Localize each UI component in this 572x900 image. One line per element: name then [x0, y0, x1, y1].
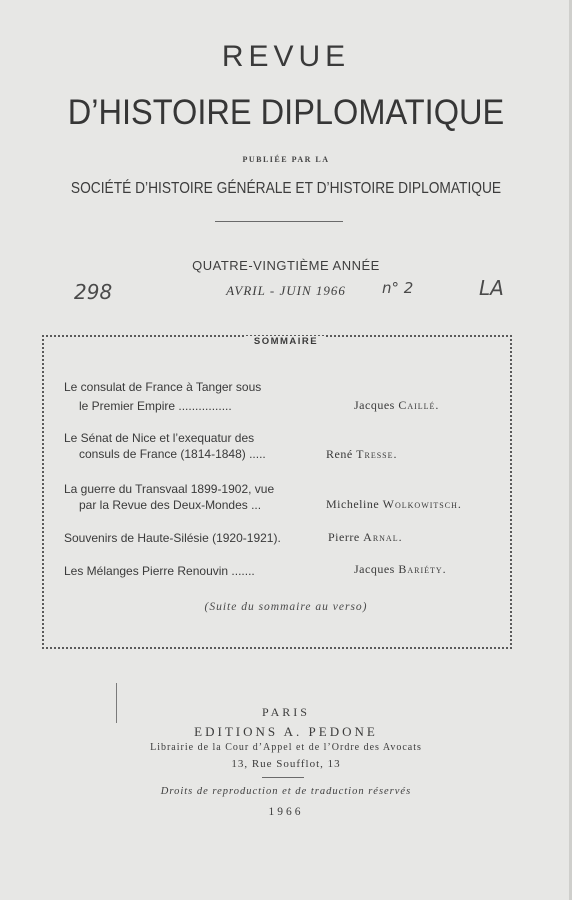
toc-entry-4-title: Souvenirs de Haute-Silésie (1920-1921). — [64, 531, 281, 545]
toc-entry-2-author — [326, 447, 398, 462]
toc-entry-4-author-first: Pierre — [328, 530, 360, 544]
title-journal-name: D’HISTOIRE DIPLOMATIQUE — [67, 93, 505, 132]
toc-entry-1-title-line1: Le consulat de France à Tanger sous — [64, 380, 262, 394]
publisher-address: 13, Rue Soufflot, 13 — [231, 758, 341, 770]
summary-heading-text: SOMMAIRE — [246, 336, 326, 347]
publisher-city: PARIS — [262, 705, 310, 719]
handwritten-number: 298 — [74, 280, 113, 304]
toc-entry-4-author — [328, 530, 403, 545]
publisher-description: Librairie de la Cour d’Appel et de l’Ordre des Avocats — [150, 742, 422, 753]
summary-continued-note: (Suite du sommaire au verso) — [204, 601, 368, 613]
toc-entry-2-title-line1: Le Sénat de Nice et l’exequatur des — [64, 431, 255, 445]
published-by-label: PUBLIÉE PAR LA — [242, 155, 330, 164]
title-revue: REVUE — [221, 40, 351, 73]
toc-entry-1-author-first: Jacques — [354, 398, 395, 412]
handwritten-issue-number: n° 2 — [382, 279, 414, 297]
toc-entry-5-title: Les Mélanges Pierre Renouvin ....... — [64, 564, 255, 578]
toc-entry-5-author — [354, 562, 447, 577]
toc-entry-5-author-first: Jacques — [354, 562, 395, 576]
header-divider — [215, 221, 343, 222]
footer-divider — [262, 777, 304, 778]
toc-entry-3-author — [326, 497, 462, 512]
toc-entry-2-author-first: René — [326, 447, 353, 461]
issue-date: AVRIL - JUIN 1966 — [226, 283, 346, 298]
toc-entry-2-title-line2: consuls de France (1814-1848) ..... — [79, 447, 266, 461]
toc-entry-3-author-first: Micheline — [326, 497, 380, 511]
toc-entry-4-author-last: Arnal. — [363, 530, 403, 544]
publication-year: 1966 — [268, 806, 304, 818]
summary-heading — [0, 331, 572, 349]
society-name: SOCIÉTÉ D’HISTOIRE GÉNÉRALE ET D’HISTOIRE DIPLOMATIQUE — [70, 180, 502, 197]
toc-entry-3-title-line2: par la Revue des Deux-Mondes ... — [79, 498, 262, 512]
publisher-name: EDITIONS A. PEDONE — [194, 724, 378, 739]
toc-entry-1-title-line2: le Premier Empire ................ — [79, 399, 232, 413]
rights-notice: Droits de reproduction et de traduction réservés — [160, 786, 412, 797]
year-label: QUATRE-VINGTIÈME ANNÉE — [192, 258, 380, 273]
handwritten-initials: LA — [479, 276, 504, 300]
toc-entry-3-title-line1: La guerre du Transvaal 1899-1902, vue — [64, 482, 275, 496]
toc-entry-3-author-last: Wolkowitsch. — [382, 497, 462, 511]
toc-entry-5-author-last: Bariéty. — [398, 562, 447, 576]
toc-entry-1-author — [354, 398, 439, 413]
toc-entry-1-author-last: Caillé. — [398, 398, 440, 412]
toc-entry-2-author-last: Tresse. — [356, 447, 398, 461]
